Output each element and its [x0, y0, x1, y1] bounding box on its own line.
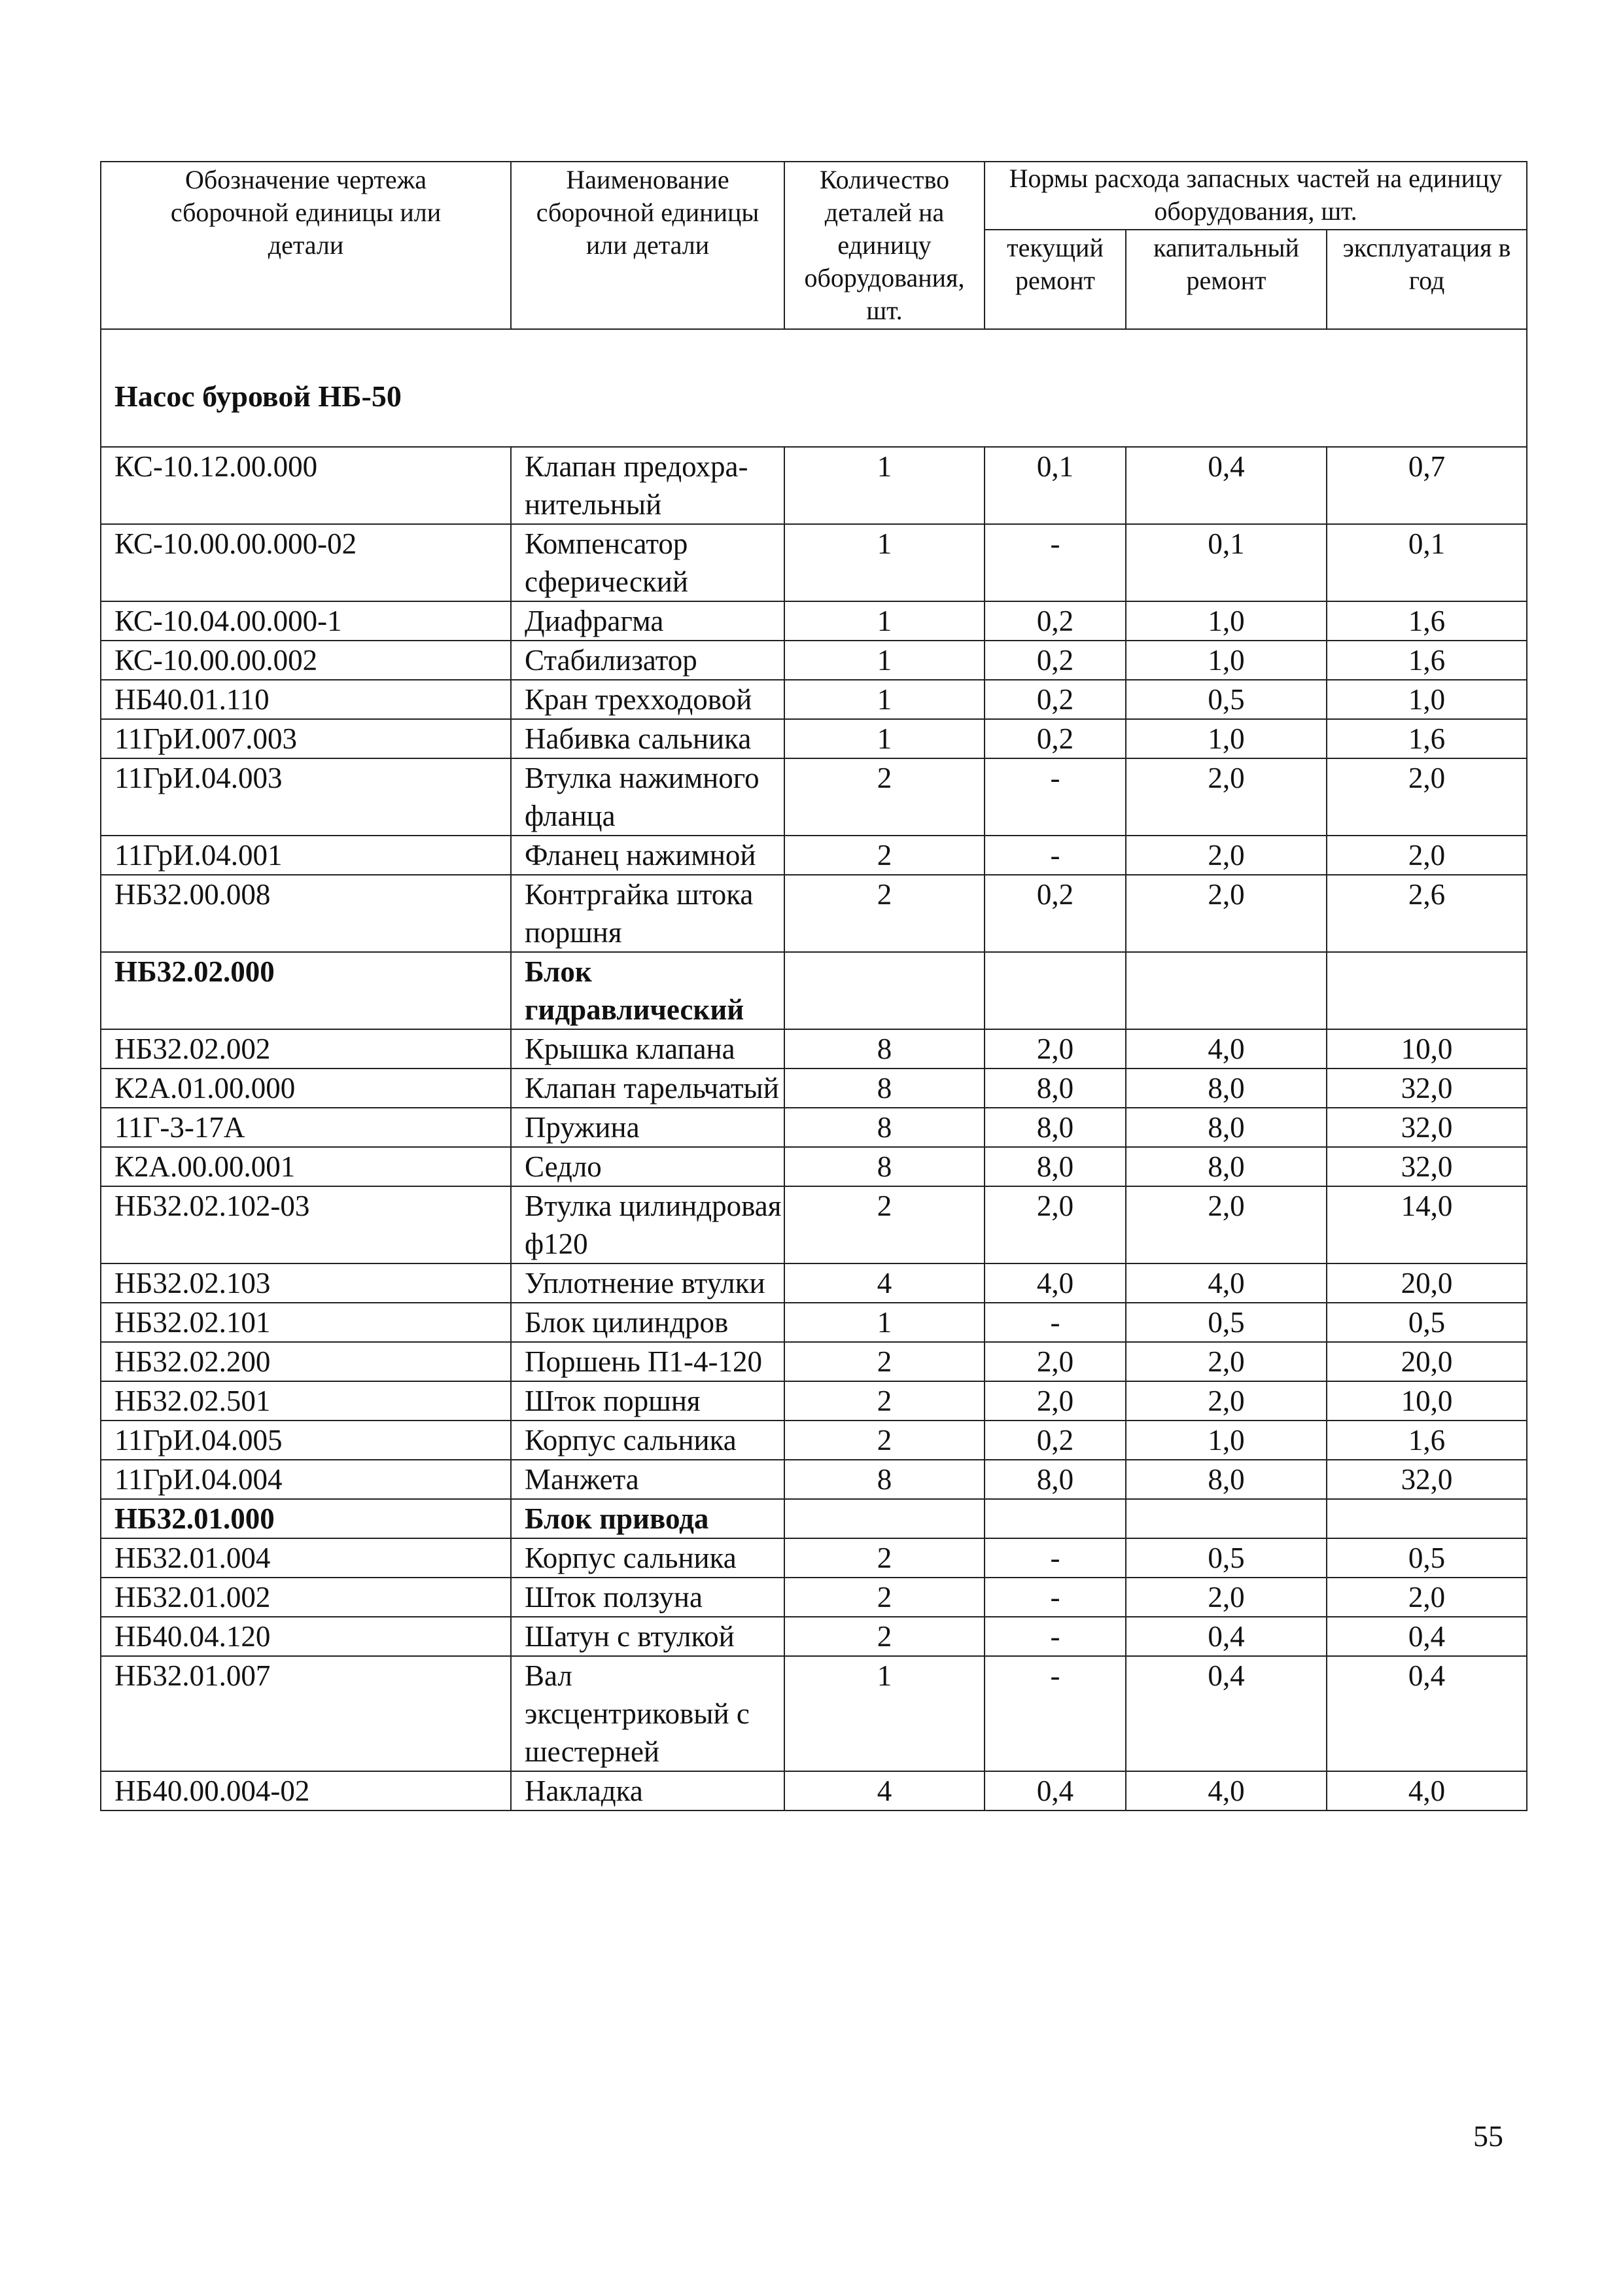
drawing-number: НБ32.01.000 [101, 1499, 511, 1538]
part-name: Шток ползуна [511, 1578, 784, 1617]
table-row [101, 1460, 1527, 1499]
table-row [101, 1069, 1527, 1108]
drawing-number: НБ32.02.101 [101, 1303, 511, 1342]
current-repair-norm [985, 952, 1126, 1029]
drawing-number: НБ40.00.004-02 [101, 1771, 511, 1810]
capital-repair-norm: 8,0 [1126, 1108, 1327, 1147]
table-row [101, 875, 1527, 952]
part-name: Блок гидравлический [511, 952, 784, 1029]
part-name: Контргайка штока поршня [511, 875, 784, 952]
current-repair-norm: 0,2 [985, 601, 1126, 641]
table-row [101, 1421, 1527, 1460]
operation-year-norm: 2,6 [1327, 875, 1527, 952]
header-drawing: Обозначение чертежа сборочной единицы или детали [101, 162, 511, 329]
operation-year-norm [1327, 952, 1527, 1029]
quantity: 1 [784, 601, 985, 641]
part-name: Фланец нажимной [511, 836, 784, 875]
table-row [101, 447, 1527, 524]
section-row [101, 329, 1527, 447]
drawing-number: КС-10.00.00.000-02 [101, 524, 511, 601]
current-repair-norm: 8,0 [985, 1460, 1126, 1499]
part-name: Вал эксцентриковый с шестерней [511, 1656, 784, 1771]
capital-repair-norm: 8,0 [1126, 1147, 1327, 1186]
operation-year-norm: 0,5 [1327, 1538, 1527, 1578]
spare-parts-table [100, 161, 1527, 1811]
drawing-number: КС-10.12.00.000 [101, 447, 511, 524]
part-name: Корпус сальника [511, 1538, 784, 1578]
operation-year-norm: 0,4 [1327, 1617, 1527, 1656]
part-name: Втулка нажимного фланца [511, 758, 784, 836]
operation-year-norm: 2,0 [1327, 758, 1527, 836]
capital-repair-norm [1126, 1499, 1327, 1538]
current-repair-norm: 0,1 [985, 447, 1126, 524]
drawing-number: 11ГрИ.04.001 [101, 836, 511, 875]
current-repair-norm [985, 1499, 1126, 1538]
drawing-number: НБ32.00.008 [101, 875, 511, 952]
capital-repair-norm: 1,0 [1126, 719, 1327, 758]
table-row [101, 524, 1527, 601]
current-repair-norm: 2,0 [985, 1029, 1126, 1069]
capital-repair-norm: 1,0 [1126, 1421, 1327, 1460]
operation-year-norm: 0,7 [1327, 447, 1527, 524]
part-name: Набивка сальника [511, 719, 784, 758]
table-row [101, 836, 1527, 875]
quantity: 4 [784, 1771, 985, 1810]
part-name: Компенсатор сферический [511, 524, 784, 601]
quantity: 1 [784, 1303, 985, 1342]
capital-repair-norm: 0,4 [1126, 1656, 1327, 1771]
operation-year-norm: 32,0 [1327, 1069, 1527, 1108]
table-row [101, 719, 1527, 758]
drawing-number: НБ32.02.002 [101, 1029, 511, 1069]
quantity: 2 [784, 1186, 985, 1263]
table-row [101, 1147, 1527, 1186]
part-name: Пружина [511, 1108, 784, 1147]
quantity: 8 [784, 1108, 985, 1147]
capital-repair-norm: 4,0 [1126, 1771, 1327, 1810]
capital-repair-norm: 8,0 [1126, 1069, 1327, 1108]
part-name: Втулка цилиндровая ф120 [511, 1186, 784, 1263]
current-repair-norm: 2,0 [985, 1342, 1126, 1381]
current-repair-norm: 0,2 [985, 641, 1126, 680]
operation-year-norm: 2,0 [1327, 836, 1527, 875]
current-repair-norm: 0,4 [985, 1771, 1126, 1810]
operation-year-norm: 32,0 [1327, 1147, 1527, 1186]
drawing-number: НБ32.02.200 [101, 1342, 511, 1381]
quantity: 2 [784, 1421, 985, 1460]
table-row [101, 1263, 1527, 1303]
drawing-number: НБ40.04.120 [101, 1617, 511, 1656]
part-name: Седло [511, 1147, 784, 1186]
operation-year-norm: 4,0 [1327, 1771, 1527, 1810]
operation-year-norm: 1,0 [1327, 680, 1527, 719]
quantity: 2 [784, 875, 985, 952]
quantity: 2 [784, 836, 985, 875]
drawing-number: К2А.00.00.001 [101, 1147, 511, 1186]
quantity: 2 [784, 758, 985, 836]
capital-repair-norm: 0,4 [1126, 1617, 1327, 1656]
operation-year-norm: 0,5 [1327, 1303, 1527, 1342]
current-repair-norm: 0,2 [985, 1421, 1126, 1460]
table-row [101, 601, 1527, 641]
capital-repair-norm: 1,0 [1126, 641, 1327, 680]
table-row [101, 1303, 1527, 1342]
capital-repair-norm: 2,0 [1126, 1342, 1327, 1381]
capital-repair-norm: 2,0 [1126, 875, 1327, 952]
header-quantity: Количество деталей на единицу оборудования, шт. [784, 162, 985, 329]
quantity: 1 [784, 719, 985, 758]
table-row [101, 1656, 1527, 1771]
quantity: 1 [784, 680, 985, 719]
drawing-number: 11Г-3-17А [101, 1108, 511, 1147]
part-name: Стабилизатор [511, 641, 784, 680]
table-row [101, 952, 1527, 1029]
page-number: 55 [1473, 2119, 1503, 2153]
current-repair-norm: - [985, 1303, 1126, 1342]
quantity: 2 [784, 1617, 985, 1656]
capital-repair-norm: 2,0 [1126, 836, 1327, 875]
part-name: Поршень П1-4-120 [511, 1342, 784, 1381]
header-current-repair: текущий ремонт [985, 230, 1126, 329]
current-repair-norm: 4,0 [985, 1263, 1126, 1303]
operation-year-norm: 10,0 [1327, 1029, 1527, 1069]
operation-year-norm: 0,4 [1327, 1656, 1527, 1771]
capital-repair-norm: 8,0 [1126, 1460, 1327, 1499]
header-norms: Нормы расхода запасных частей на единицу оборудования, шт. [985, 162, 1527, 230]
drawing-number: НБ32.02.103 [101, 1263, 511, 1303]
table-row [101, 1771, 1527, 1810]
quantity: 4 [784, 1263, 985, 1303]
table-row [101, 1381, 1527, 1421]
operation-year-norm: 20,0 [1327, 1263, 1527, 1303]
table-row [101, 1499, 1527, 1538]
current-repair-norm: - [985, 1578, 1126, 1617]
part-name: Клапан предохра-нительный [511, 447, 784, 524]
operation-year-norm: 1,6 [1327, 641, 1527, 680]
part-name: Блок цилиндров [511, 1303, 784, 1342]
capital-repair-norm: 1,0 [1126, 601, 1327, 641]
current-repair-norm: - [985, 1538, 1126, 1578]
part-name: Шток поршня [511, 1381, 784, 1421]
drawing-number: НБ32.01.007 [101, 1656, 511, 1771]
quantity: 1 [784, 641, 985, 680]
table-row [101, 641, 1527, 680]
operation-year-norm: 32,0 [1327, 1460, 1527, 1499]
drawing-number: НБ40.01.110 [101, 680, 511, 719]
operation-year-norm: 1,6 [1327, 719, 1527, 758]
quantity: 1 [784, 1656, 985, 1771]
quantity: 8 [784, 1147, 985, 1186]
drawing-number: КС-10.04.00.000-1 [101, 601, 511, 641]
capital-repair-norm: 0,4 [1126, 447, 1327, 524]
header-name: Наименование сборочной единицы или детали [511, 162, 784, 329]
capital-repair-norm: 4,0 [1126, 1263, 1327, 1303]
operation-year-norm: 32,0 [1327, 1108, 1527, 1147]
header-operation-year: эксплуатация в год [1327, 230, 1527, 329]
current-repair-norm: - [985, 1617, 1126, 1656]
quantity: 2 [784, 1578, 985, 1617]
capital-repair-norm: 0,1 [1126, 524, 1327, 601]
current-repair-norm: - [985, 836, 1126, 875]
part-name: Крышка клапана [511, 1029, 784, 1069]
part-name: Клапан тарельчатый [511, 1069, 784, 1108]
header-capital-repair: капитальный ремонт [1126, 230, 1327, 329]
drawing-number: К2А.01.00.000 [101, 1069, 511, 1108]
operation-year-norm: 1,6 [1327, 601, 1527, 641]
table-row [101, 1538, 1527, 1578]
part-name: Манжета [511, 1460, 784, 1499]
current-repair-norm: - [985, 524, 1126, 601]
drawing-number: НБ32.02.501 [101, 1381, 511, 1421]
current-repair-norm: 8,0 [985, 1069, 1126, 1108]
drawing-number: НБ32.01.002 [101, 1578, 511, 1617]
table-row [101, 1029, 1527, 1069]
quantity [784, 1499, 985, 1538]
table-row [101, 1578, 1527, 1617]
table-row [101, 1108, 1527, 1147]
quantity: 8 [784, 1029, 985, 1069]
quantity [784, 952, 985, 1029]
capital-repair-norm: 4,0 [1126, 1029, 1327, 1069]
capital-repair-norm: 0,5 [1126, 1303, 1327, 1342]
current-repair-norm: 0,2 [985, 680, 1126, 719]
drawing-number: КС-10.00.00.002 [101, 641, 511, 680]
table-row [101, 1617, 1527, 1656]
operation-year-norm: 1,6 [1327, 1421, 1527, 1460]
capital-repair-norm [1126, 952, 1327, 1029]
part-name: Диафрагма [511, 601, 784, 641]
capital-repair-norm: 2,0 [1126, 1381, 1327, 1421]
drawing-number: 11ГрИ.007.003 [101, 719, 511, 758]
quantity: 2 [784, 1342, 985, 1381]
table-row [101, 1342, 1527, 1381]
operation-year-norm [1327, 1499, 1527, 1538]
part-name: Кран трехходовой [511, 680, 784, 719]
section-title: Насос буровой НБ-50 [101, 329, 1527, 447]
table-row [101, 1186, 1527, 1263]
part-name: Уплотнение втулки [511, 1263, 784, 1303]
current-repair-norm: 8,0 [985, 1108, 1126, 1147]
operation-year-norm: 2,0 [1327, 1578, 1527, 1617]
current-repair-norm: - [985, 1656, 1126, 1771]
quantity: 2 [784, 1381, 985, 1421]
current-repair-norm: 0,2 [985, 719, 1126, 758]
current-repair-norm: 8,0 [985, 1147, 1126, 1186]
quantity: 2 [784, 1538, 985, 1578]
drawing-number: НБ32.02.000 [101, 952, 511, 1029]
capital-repair-norm: 0,5 [1126, 1538, 1327, 1578]
quantity: 8 [784, 1069, 985, 1108]
drawing-number: НБ32.02.102-03 [101, 1186, 511, 1263]
drawing-number: НБ32.01.004 [101, 1538, 511, 1578]
operation-year-norm: 10,0 [1327, 1381, 1527, 1421]
drawing-number: 11ГрИ.04.004 [101, 1460, 511, 1499]
operation-year-norm: 14,0 [1327, 1186, 1527, 1263]
current-repair-norm: 2,0 [985, 1381, 1126, 1421]
capital-repair-norm: 2,0 [1126, 758, 1327, 836]
part-name: Блок привода [511, 1499, 784, 1538]
drawing-number: 11ГрИ.04.003 [101, 758, 511, 836]
table-row [101, 758, 1527, 836]
current-repair-norm: - [985, 758, 1126, 836]
capital-repair-norm: 2,0 [1126, 1578, 1327, 1617]
quantity: 8 [784, 1460, 985, 1499]
capital-repair-norm: 2,0 [1126, 1186, 1327, 1263]
part-name: Накладка [511, 1771, 784, 1810]
table-row [101, 680, 1527, 719]
capital-repair-norm: 0,5 [1126, 680, 1327, 719]
operation-year-norm: 20,0 [1327, 1342, 1527, 1381]
current-repair-norm: 2,0 [985, 1186, 1126, 1263]
quantity: 1 [784, 524, 985, 601]
drawing-number: 11ГрИ.04.005 [101, 1421, 511, 1460]
quantity: 1 [784, 447, 985, 524]
part-name: Корпус сальника [511, 1421, 784, 1460]
operation-year-norm: 0,1 [1327, 524, 1527, 601]
current-repair-norm: 0,2 [985, 875, 1126, 952]
part-name: Шатун с втулкой [511, 1617, 784, 1656]
